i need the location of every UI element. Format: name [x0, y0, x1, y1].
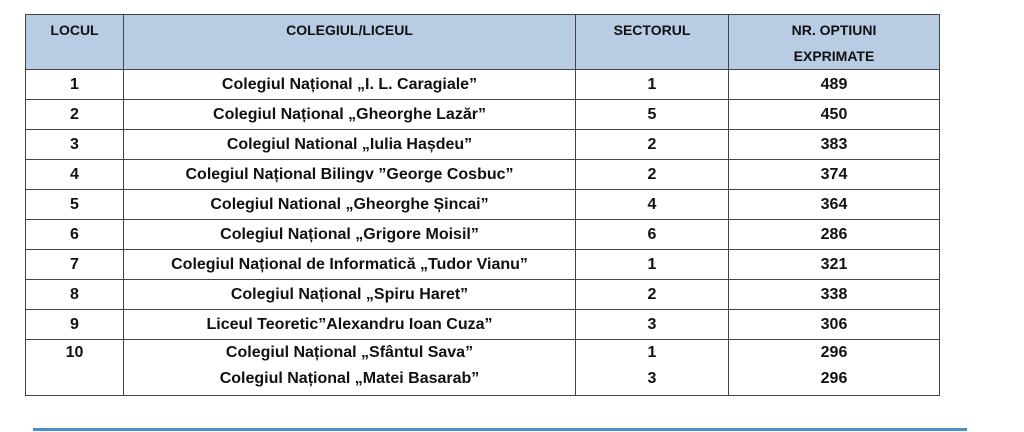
table-row	[26, 280, 940, 310]
cell-sectorul: 6	[576, 220, 729, 250]
cell-colegiul: Colegiul Național „Grigore Moisil”	[124, 220, 576, 250]
cell-locul: 2	[26, 100, 124, 130]
cell-sectorul: 3	[576, 310, 729, 340]
tied-colegiul-1: Colegiul Național „Sfântul Sava”	[225, 344, 474, 361]
header-sectorul: SECTORUL	[576, 15, 729, 70]
ranking-table	[25, 14, 940, 396]
cell-colegiul: Colegiul Național Bilingv ”George Cosbuc”	[124, 160, 576, 190]
cell-nr-tied	[729, 340, 940, 396]
header-row	[26, 15, 940, 70]
cell-locul: 7	[26, 250, 124, 280]
cell-nr: 321	[729, 250, 940, 280]
table-body	[26, 70, 940, 396]
header-nr-line2: EXPRIMATE	[793, 48, 875, 64]
tied-colegiul-2: Colegiul Național „Matei Basarab”	[219, 370, 480, 387]
cell-colegiul: Liceul Teoretic”Alexandru Ioan Cuza”	[124, 310, 576, 340]
cell-colegiul: Colegiul Național „Gheorghe Lazăr”	[124, 100, 576, 130]
cell-sectorul: 5	[576, 100, 729, 130]
tied-nr-1: 296	[820, 344, 848, 361]
cell-nr: 306	[729, 310, 940, 340]
table-row	[26, 220, 940, 250]
table-row	[26, 310, 940, 340]
cell-locul: 1	[26, 70, 124, 100]
header-nr-optiuni	[729, 15, 940, 70]
tied-sectorul-1: 1	[647, 344, 657, 361]
header-colegiul: COLEGIUL/LICEUL	[124, 15, 576, 70]
cell-sectorul-tied	[576, 340, 729, 396]
tied-nr-2: 296	[820, 370, 848, 387]
cell-sectorul: 2	[576, 280, 729, 310]
table-row	[26, 130, 940, 160]
bottom-divider	[33, 428, 967, 431]
cell-nr: 383	[729, 130, 940, 160]
cell-colegiul: Colegiul Național „Spiru Haret”	[124, 280, 576, 310]
cell-colegiul: Colegiul National „Gheorghe Șincai”	[124, 190, 576, 220]
table-row	[26, 70, 940, 100]
cell-locul: 4	[26, 160, 124, 190]
table-row-tied	[26, 340, 940, 396]
cell-locul: 3	[26, 130, 124, 160]
cell-locul: 10	[26, 340, 124, 396]
cell-locul: 5	[26, 190, 124, 220]
cell-sectorul: 2	[576, 130, 729, 160]
cell-sectorul: 1	[576, 70, 729, 100]
table-row	[26, 100, 940, 130]
table-row	[26, 160, 940, 190]
cell-locul: 6	[26, 220, 124, 250]
cell-nr: 364	[729, 190, 940, 220]
table-row	[26, 190, 940, 220]
table-row	[26, 250, 940, 280]
cell-colegiul: Colegiul Național de Informatică „Tudor Vianu”	[124, 250, 576, 280]
cell-nr: 489	[729, 70, 940, 100]
cell-sectorul: 4	[576, 190, 729, 220]
cell-nr: 286	[729, 220, 940, 250]
cell-nr: 450	[729, 100, 940, 130]
cell-nr: 374	[729, 160, 940, 190]
cell-sectorul: 1	[576, 250, 729, 280]
cell-locul: 9	[26, 310, 124, 340]
cell-sectorul: 2	[576, 160, 729, 190]
header-nr-line1: NR. OPTIUNI	[791, 22, 877, 38]
cell-colegiul-tied	[124, 340, 576, 396]
tied-sectorul-2: 3	[647, 370, 657, 387]
cell-colegiul: Colegiul National „Iulia Hașdeu”	[124, 130, 576, 160]
header-locul: LOCUL	[26, 15, 124, 70]
cell-nr: 338	[729, 280, 940, 310]
table-header	[26, 15, 940, 70]
cell-colegiul: Colegiul Național „I. L. Caragiale”	[124, 70, 576, 100]
cell-locul: 8	[26, 280, 124, 310]
